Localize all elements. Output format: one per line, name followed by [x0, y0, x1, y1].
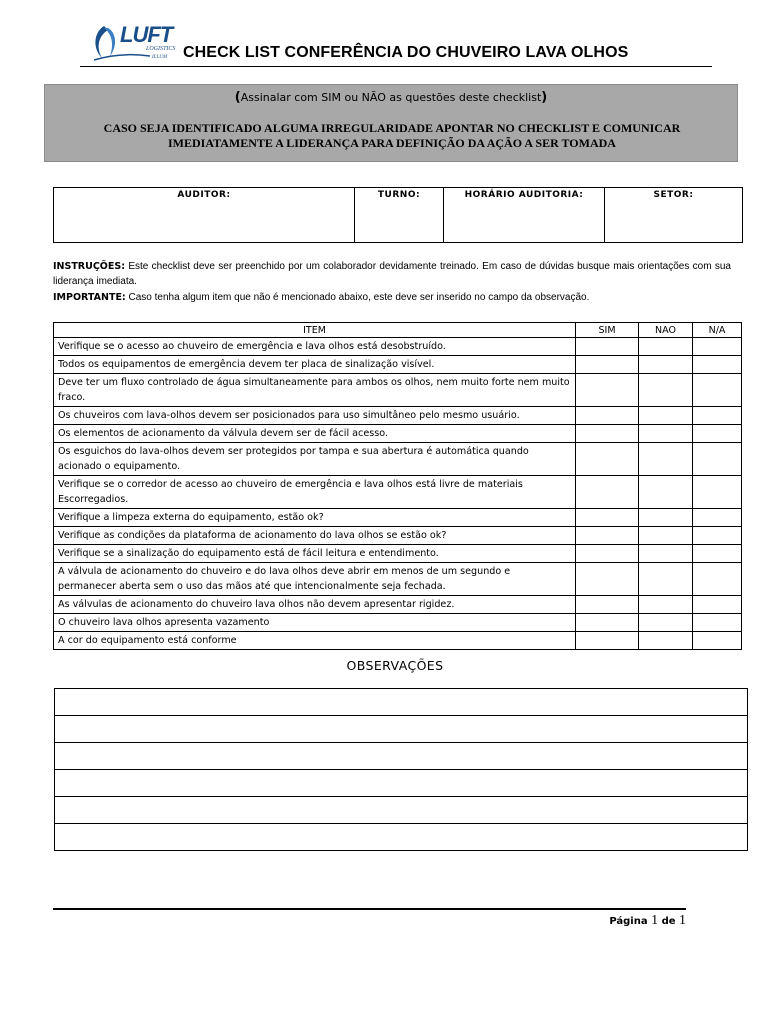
sim-checkbox-cell[interactable]: [576, 356, 639, 374]
checklist-item-text: Verifique se o corredor de acesso ao chuveiro de emergência e lava olhos está livre de materiais Escorregadios.: [54, 476, 576, 509]
checklist-row: [54, 596, 742, 614]
observation-field[interactable]: [55, 743, 748, 770]
nao-checkbox-cell[interactable]: [639, 545, 693, 563]
checklist-row: [54, 338, 742, 356]
sim-checkbox-cell[interactable]: [576, 596, 639, 614]
checklist-row: [54, 356, 742, 374]
observation-field[interactable]: [55, 797, 748, 824]
checklist-item-text: A válvula de acionamento do chuveiro e do lava olhos deve abrir em menos de um segundo e permanecer aberta sem o uso das mãos até que intencionalmente seja fechada.: [54, 563, 576, 596]
checklist-row: [54, 407, 742, 425]
checklist-item-text: Todos os equipamentos de emergência devem ter placa de sinalização visível.: [54, 356, 576, 374]
nao-checkbox-cell[interactable]: [639, 407, 693, 425]
sim-checkbox-cell[interactable]: [576, 527, 639, 545]
title-divider: [80, 66, 712, 67]
important-label: IMPORTANTE:: [53, 292, 126, 303]
nao-checkbox-cell[interactable]: [639, 563, 693, 596]
na-checkbox-cell[interactable]: [693, 632, 742, 650]
observation-row: [55, 824, 748, 851]
checklist-item-text: Os chuveiros com lava-olhos devem ser posicionados para uso simultâneo pelo mesmo usuário.: [54, 407, 576, 425]
checklist-row: [54, 563, 742, 596]
nao-checkbox-cell[interactable]: [639, 443, 693, 476]
logo-subtitle-2: ILLUM: [152, 55, 168, 60]
checklist-row: [54, 545, 742, 563]
observation-row: [55, 797, 748, 824]
na-checkbox-cell[interactable]: [693, 527, 742, 545]
page-of-label: de: [661, 916, 676, 927]
sim-checkbox-cell[interactable]: [576, 407, 639, 425]
observation-row: [55, 716, 748, 743]
observation-field[interactable]: [55, 716, 748, 743]
checklist-item-text: Verifique a limpeza externa do equipamento, estão ok?: [54, 509, 576, 527]
footer-divider: [53, 908, 686, 910]
sim-checkbox-cell[interactable]: [576, 476, 639, 509]
page-current: 1: [651, 913, 659, 928]
sim-checkbox-cell[interactable]: [576, 632, 639, 650]
auditor-label: AUDITOR:: [177, 190, 231, 200]
checklist-item-text: O chuveiro lava olhos apresenta vazamento: [54, 614, 576, 632]
checklist-item-text: Verifique se o acesso ao chuveiro de emergência e lava olhos está desobstruído.: [54, 338, 576, 356]
setor-field[interactable]: [605, 188, 743, 243]
horario-label: HORÁRIO AUDITORIA:: [464, 190, 584, 200]
sim-checkbox-cell[interactable]: [576, 443, 639, 476]
sim-checkbox-cell[interactable]: [576, 545, 639, 563]
checklist-item-text: Deve ter um fluxo controlado de água simultaneamente para ambos os olhos, nem muito forte nem muito fraco.: [54, 374, 576, 407]
checklist-header-row: [54, 323, 742, 338]
page-number: [560, 913, 686, 929]
nao-checkbox-cell[interactable]: [639, 596, 693, 614]
na-column-header: N/A: [693, 323, 742, 338]
na-checkbox-cell[interactable]: [693, 443, 742, 476]
observation-row: [55, 689, 748, 716]
item-column-header: ITEM: [54, 323, 576, 338]
checklist-item-text: Os elementos de acionamento da válvula devem ser de fácil acesso.: [54, 425, 576, 443]
observation-field[interactable]: [55, 689, 748, 716]
paren-open: (: [234, 90, 241, 105]
turno-field[interactable]: [355, 188, 444, 243]
logo-wordmark: LUFT: [120, 22, 173, 47]
important-paragraph: [53, 290, 731, 305]
checklist-row: [54, 632, 742, 650]
checklist-row: [54, 374, 742, 407]
checklist-row: [54, 425, 742, 443]
nao-checkbox-cell[interactable]: [639, 527, 693, 545]
na-checkbox-cell[interactable]: [693, 356, 742, 374]
document-title: CHECK LIST CONFERÊNCIA DO CHUVEIRO LAVA OLHOS: [183, 44, 629, 61]
checklist-row: [54, 614, 742, 632]
setor-label: SETOR:: [653, 190, 694, 200]
checklist-table: [53, 322, 742, 650]
nao-checkbox-cell[interactable]: [639, 374, 693, 407]
horario-field[interactable]: [444, 188, 605, 243]
na-checkbox-cell[interactable]: [693, 374, 742, 407]
na-checkbox-cell[interactable]: [693, 509, 742, 527]
checklist-item-text: A cor do equipamento está conforme: [54, 632, 576, 650]
observation-row: [55, 770, 748, 797]
checklist-row: [54, 527, 742, 545]
na-checkbox-cell[interactable]: [693, 545, 742, 563]
nao-checkbox-cell[interactable]: [639, 476, 693, 509]
sim-checkbox-cell[interactable]: [576, 338, 639, 356]
page-total: 1: [679, 913, 686, 928]
nao-checkbox-cell[interactable]: [639, 425, 693, 443]
instructions-text: Este checklist deve ser preenchido por um colaborador devidamente treinado. Em caso de dúvidas busque mais orientações com sua liderança imediata.: [53, 261, 731, 287]
na-checkbox-cell[interactable]: [693, 476, 742, 509]
instruction-banner: [44, 84, 738, 162]
na-checkbox-cell[interactable]: [693, 338, 742, 356]
checklist-item-text: Verifique as condições da plataforma de acionamento do lava olhos se estão ok?: [54, 527, 576, 545]
nao-checkbox-cell[interactable]: [639, 632, 693, 650]
sim-checkbox-cell[interactable]: [576, 614, 639, 632]
important-text: Caso tenha algum item que não é mencionado abaixo, este deve ser inserido no campo da observação.: [128, 292, 590, 303]
logo-subtitle: LOGISTICS: [146, 46, 176, 52]
na-checkbox-cell[interactable]: [693, 596, 742, 614]
instructions-paragraph: [53, 259, 731, 289]
observation-field[interactable]: [55, 824, 748, 851]
sim-checkbox-cell[interactable]: [576, 563, 639, 596]
checklist-row: [54, 476, 742, 509]
page-label: Página: [609, 916, 648, 927]
checklist-row: [54, 443, 742, 476]
na-checkbox-cell[interactable]: [693, 407, 742, 425]
nao-checkbox-cell[interactable]: [639, 356, 693, 374]
sim-checkbox-cell[interactable]: [576, 509, 639, 527]
audit-info-table: [53, 187, 743, 243]
nao-column-header: NAO: [639, 323, 693, 338]
observations-table: [54, 688, 748, 851]
paren-close: ): [541, 90, 548, 105]
sim-column-header: SIM: [576, 323, 639, 338]
nao-checkbox-cell[interactable]: [639, 614, 693, 632]
observation-field[interactable]: [55, 770, 748, 797]
observation-row: [55, 743, 748, 770]
instructions-label: INSTRUÇÕES:: [53, 261, 126, 272]
na-checkbox-cell[interactable]: [693, 614, 742, 632]
banner-instruction: [45, 90, 737, 105]
sim-checkbox-cell[interactable]: [576, 425, 639, 443]
banner-instruction-text: Assinalar com SIM ou NÃO as questões deste checklist: [240, 91, 542, 104]
checklist-item-text: Os esguichos do lava-olhos devem ser protegidos por tampa e sua abertura é automática quando acionado o equipamento.: [54, 443, 576, 476]
turno-label: TURNO:: [377, 190, 421, 200]
nao-checkbox-cell[interactable]: [639, 338, 693, 356]
banner-message: CASO SEJA IDENTIFICADO ALGUMA IRREGULARIDADE APONTAR NO CHECKLIST E COMUNICAR IMEDIATAMENTE A LIDERANÇA PARA DEFINIÇÃO DA AÇÃO A SER TOMADA: [103, 121, 681, 150]
auditor-field[interactable]: [54, 188, 355, 243]
checklist-item-text: As válvulas de acionamento do chuveiro lava olhos não devem apresentar rigidez.: [54, 596, 576, 614]
nao-checkbox-cell[interactable]: [639, 509, 693, 527]
checklist-item-text: Verifique se a sinalização do equipamento está de fácil leitura e entendimento.: [54, 545, 576, 563]
na-checkbox-cell[interactable]: [693, 563, 742, 596]
na-checkbox-cell[interactable]: [693, 425, 742, 443]
sim-checkbox-cell[interactable]: [576, 374, 639, 407]
checklist-row: [54, 509, 742, 527]
observations-title: OBSERVAÇÕES: [346, 658, 444, 673]
